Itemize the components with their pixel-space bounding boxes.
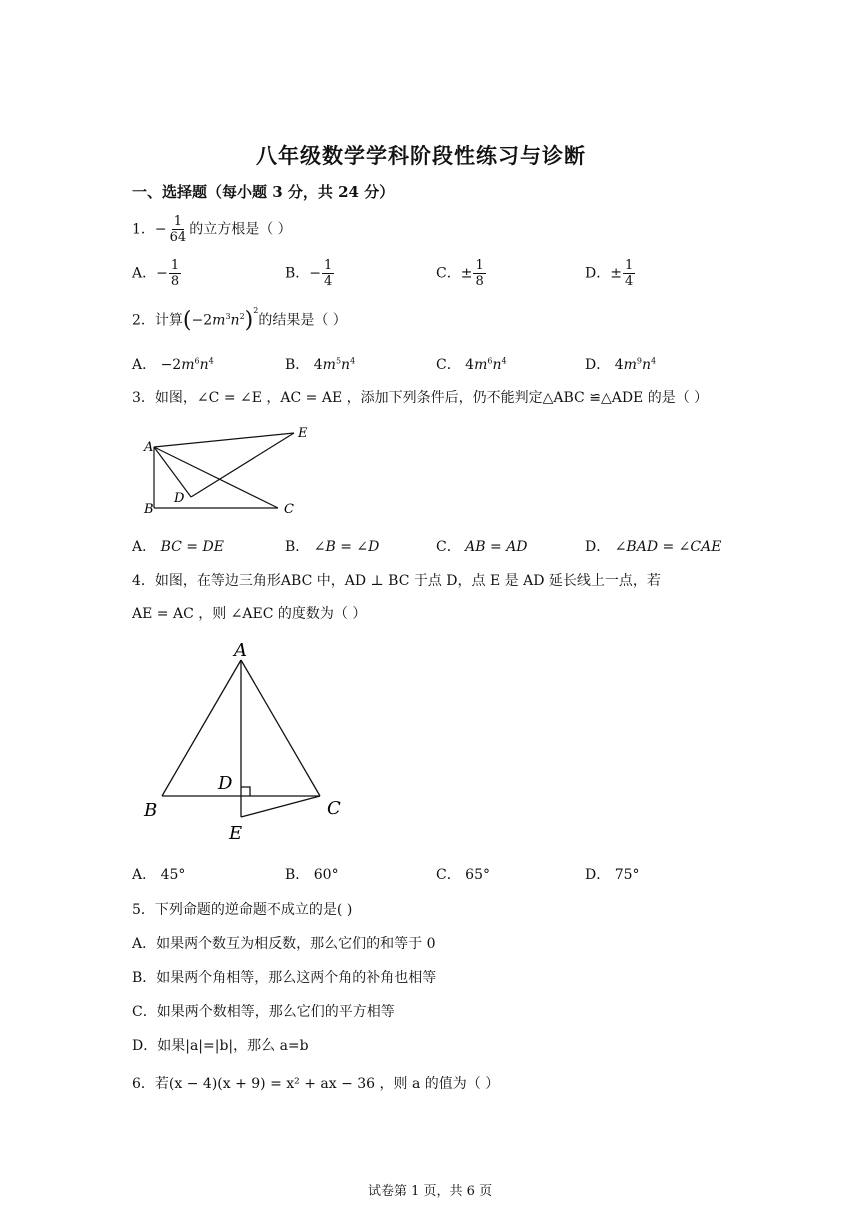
question-6: 6．若(x − 4)(x + 9) = x² + ax − 36 ，则 a 的值为（ ）: [132, 1076, 500, 1092]
question-1: [132, 214, 292, 245]
segment-ad: [154, 447, 191, 497]
section-heading: 一、选择题（每小题 3 分，共 24 分）: [132, 183, 395, 201]
segment-ae: [154, 433, 294, 447]
question-text: 的立方根是（ ）: [189, 221, 292, 238]
q5-option-d[interactable]: D．如果|a|=|b|，那么 a=b: [132, 1038, 309, 1054]
q3-option-b[interactable]: B． ∠B = ∠D: [285, 539, 380, 555]
label-a: A: [234, 640, 247, 661]
label-c: C: [327, 798, 341, 819]
q3-figure: [136, 420, 326, 520]
label-e: E: [298, 426, 308, 441]
question-5: 5．下列命题的逆命题不成立的是( ): [132, 902, 353, 918]
segment-ec: [241, 796, 320, 817]
question-number: 2．: [132, 312, 155, 329]
question-number: 4．: [132, 573, 155, 589]
q2-option-c[interactable]: C． $4m^6n^4$: [436, 356, 507, 373]
q3-option-a[interactable]: A． BC = DE: [132, 539, 224, 555]
q1-option-c[interactable]: C．± $\frac{1}{8}$: [436, 258, 484, 289]
label-d: D: [174, 491, 185, 506]
question-text: 如图，∠C = ∠E ，AC = AE ，添加下列条件后，仍不能判定△ABC ≌△ADE 的是（ ）: [154, 390, 709, 406]
sign: −: [154, 221, 167, 238]
label-c: C: [284, 502, 294, 517]
segment-ac: [154, 447, 278, 508]
q4-option-d[interactable]: D． 75°: [585, 867, 640, 883]
q2-option-a[interactable]: A． $-2m^6n^4$: [132, 356, 214, 373]
question-number: 6．: [132, 1076, 155, 1092]
right-angle-mark: [241, 787, 250, 796]
fraction: $\frac{1}{64}$: [169, 214, 187, 245]
segment-ac: [241, 660, 320, 796]
page-footer: 试卷第 1 页，共 6 页: [368, 1184, 493, 1199]
label-e: E: [229, 823, 243, 844]
question-4-line-2: AE = AC ，则 ∠AEC 的度数为（ ）: [132, 606, 367, 622]
q4-option-c[interactable]: C． 65°: [436, 867, 490, 883]
page-title: 八年级数学学科阶段性练习与诊断: [256, 143, 586, 168]
label-b: B: [144, 502, 154, 517]
q5-option-c[interactable]: C．如果两个数相等，那么它们的平方相等: [132, 1004, 395, 1020]
q4-figure: [140, 636, 355, 846]
q1-option-d[interactable]: D．± $\frac{1}{4}$: [585, 258, 634, 289]
question-2: 2．计算$(-2m^3n^2)^2$的结果是（ ）: [132, 305, 347, 333]
q3-option-d[interactable]: D． ∠BAD = ∠CAE: [585, 539, 722, 555]
q3-option-c[interactable]: C． AB = AD: [436, 539, 528, 555]
q4-option-b[interactable]: B． 60°: [285, 867, 339, 883]
q2-option-b[interactable]: B． $4m^5n^4$: [285, 356, 356, 373]
label-a: A: [144, 440, 154, 455]
q4-option-a[interactable]: A． 45°: [132, 867, 186, 883]
question-number: 3．: [132, 390, 155, 406]
question-number: 1．: [132, 221, 155, 238]
question-number: 5．: [132, 902, 155, 918]
q1-option-b[interactable]: B．− $\frac{1}{4}$: [285, 258, 333, 289]
label-d: D: [218, 773, 233, 794]
q1-option-a[interactable]: A．− $\frac{1}{8}$: [132, 258, 180, 289]
q2-option-d[interactable]: D． $4m^9n^4$: [585, 356, 657, 373]
question-4-line-1: 4．如图，在等边三角形ABC 中，AD ⊥ BC 于点 D，点 E 是 AD 延长线上一点，若: [132, 573, 661, 589]
q5-option-b[interactable]: B．如果两个角相等，那么这两个角的补角也相等: [132, 970, 437, 986]
label-b: B: [144, 800, 158, 821]
segment-de: [191, 433, 294, 497]
question-3: [132, 387, 708, 407]
q5-option-a[interactable]: A．如果两个数互为相反数，那么它们的和等于 0: [132, 936, 436, 952]
